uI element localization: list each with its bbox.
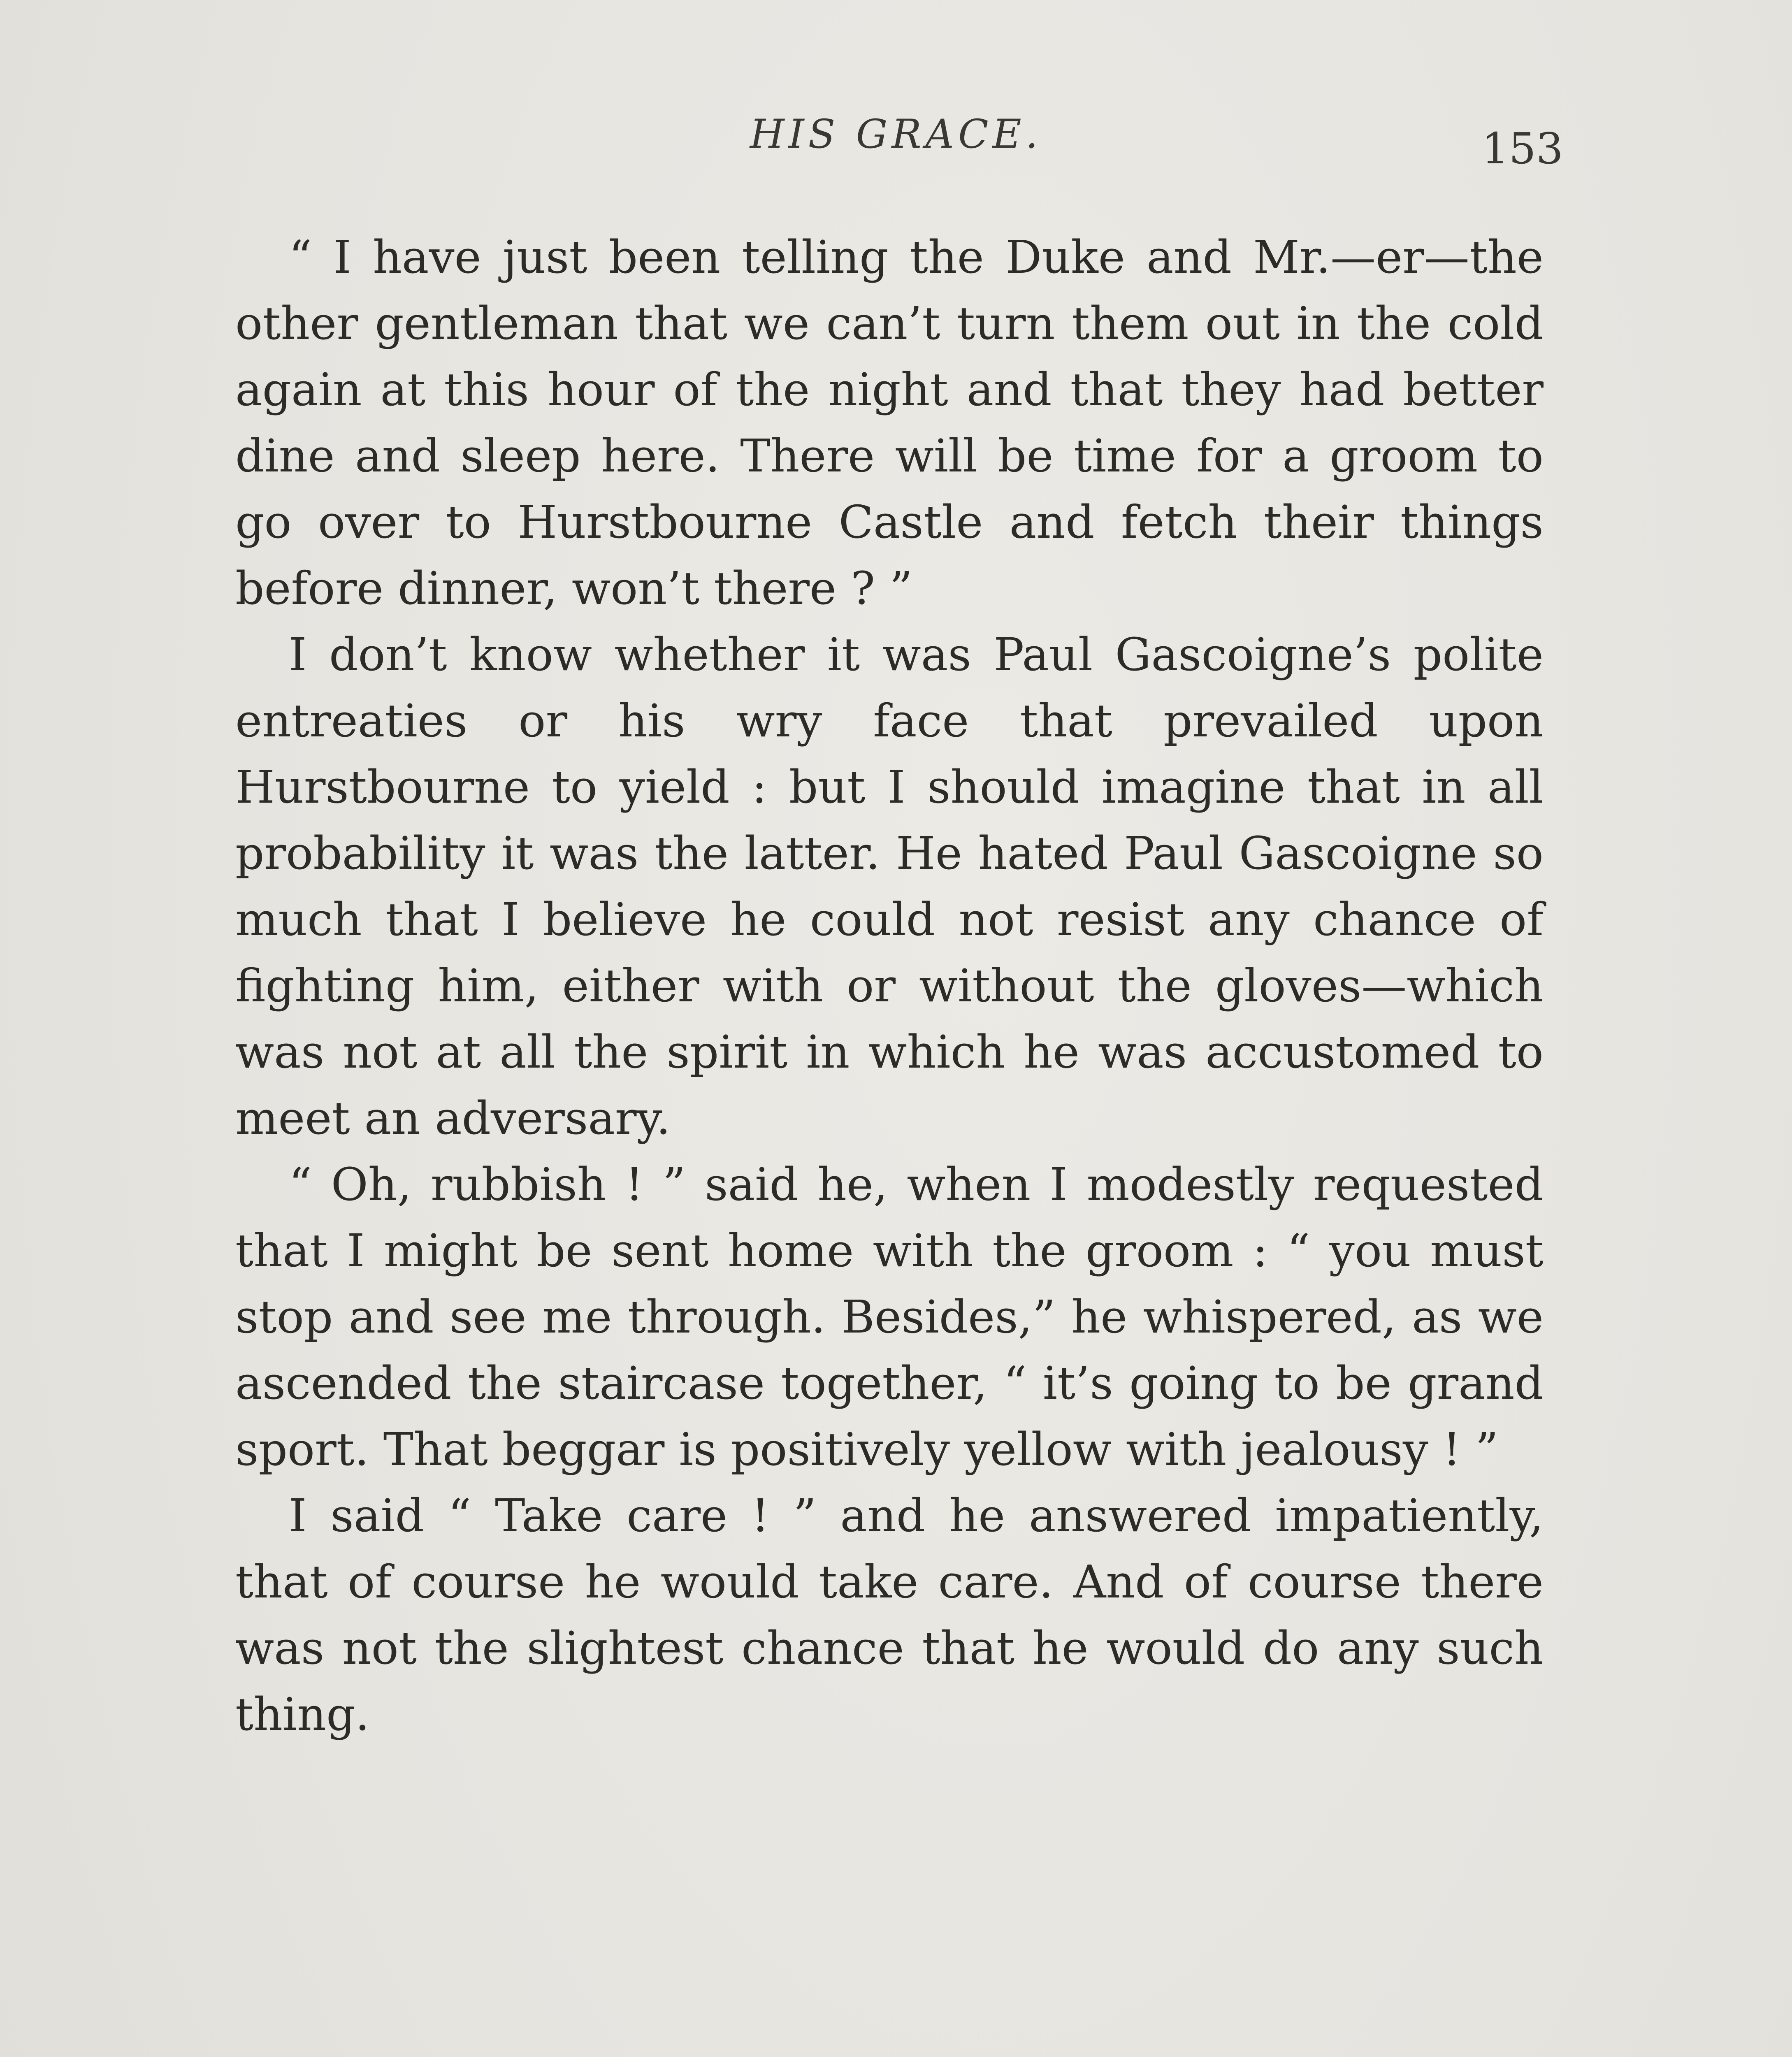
paragraph: I said “ Take care ! ” and he answered impatiently, that of course he would take care. And of course there was not the slightest chance that he would do any such thing.: [235, 1489, 1544, 1741]
body-text: [235, 224, 1544, 1748]
page-number: 153: [1481, 123, 1563, 174]
paragraph: “ I have just been telling the Duke and Mr.—er—the other gentleman that we can’t turn them out in the cold again at this hour of the night and that they had better dine and sleep here. There will be time for a groom to go over to Hurstbourne Castle and fetch their things before dinner, won’t there ? ”: [235, 231, 1544, 615]
running-title: HIS GRACE.: [750, 111, 1042, 157]
paragraph: I don’t know whether it was Paul Gascoigne’s polite entreaties or his wry face that prevailed upon Hurstbourne to yield : but I should imagine that in all probability it was the latter. He hated Paul Gascoigne so much that I believe he could not resist any chance of fighting him, either with or without the gloves—which was not at all the spirit in which he was accustomed to meet an adversary.: [235, 628, 1544, 1145]
paragraph: “ Oh, rubbish ! ” said he, when I modestly requested that I might be sent home with the groom : “ you must stop and see me through. Besides,” he whispered, as we ascended the staircase together, “ it’s going to be grand sport. That beggar is positively yellow with jealousy ! ”: [235, 1158, 1544, 1476]
